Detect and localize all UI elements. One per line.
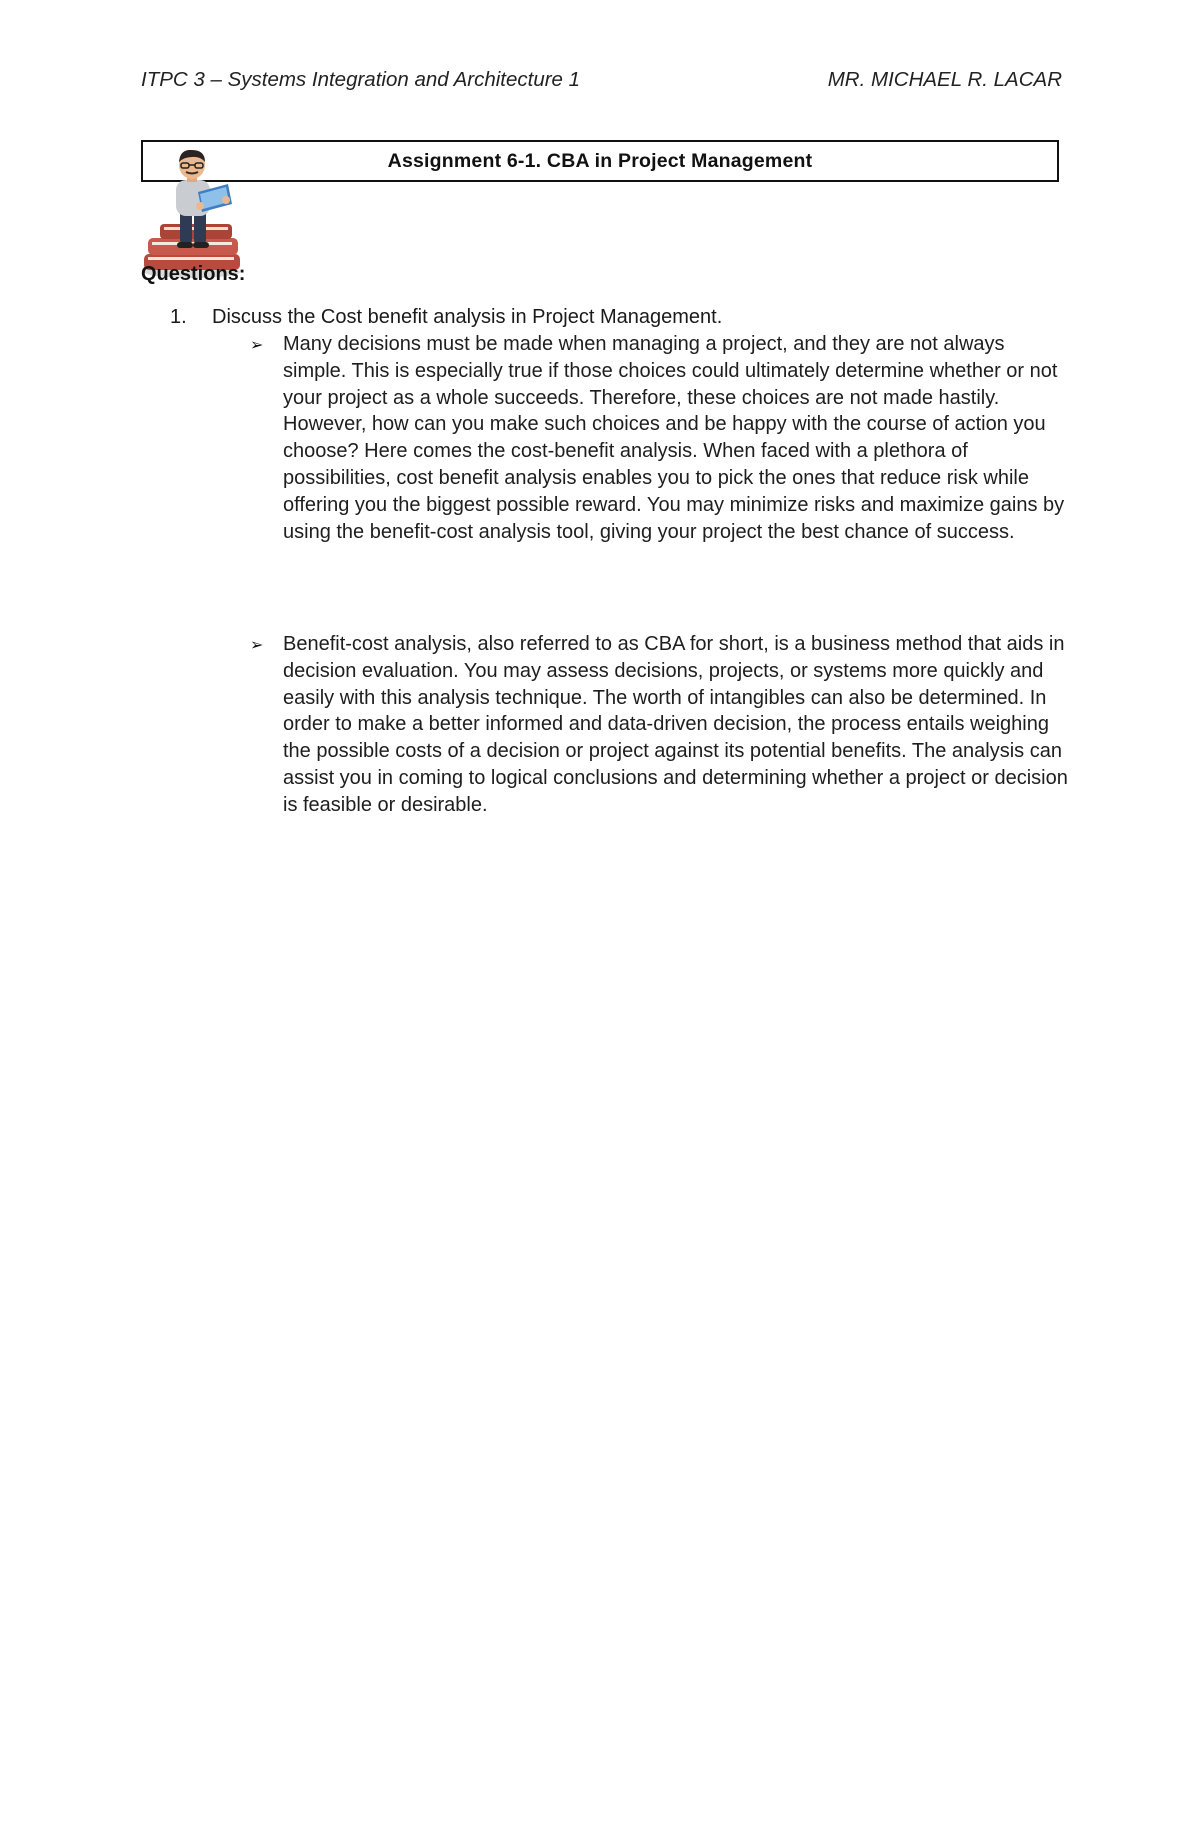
answer-paragraph: Many decisions must be made when managing a project, and they are not always simple. This is especially true if those choices could ultimately determine whether or not your project as a whole succeeds. Therefore, these choices are not made hastily. However, how can you make such choices and be happy with the course of action you choose? Here comes the cost-benefit analysis. When faced with a plethora of possibilities, cost benefit analysis enables you to pick the ones that reduce risk while offering you the biggest possible reward. You may minimize risks and maximize gains by using the benefit-cost analysis tool, giving your project the best chance of success. (283, 333, 1065, 543)
page-header (141, 68, 1062, 98)
answer-paragraph: Benefit-cost analysis, also referred to as CBA for short, is a business method that aids in decision evaluation. You may assess decisions, projects, or systems more quickly and easily with this analysis technique. The worth of intangibles can also be determined. In order to make a better informed and data-driven decision, the process entails weighing the possible costs of a decision or project against its potential benefits. The analysis can assist you in coming to logical conclusions and determining whether a project or decision is feasible or desirable. (283, 633, 1068, 816)
assignment-title-box (141, 140, 1059, 182)
question-number: 1. (170, 306, 187, 328)
course-title: ITPC 3 – Systems Integration and Architecture 1 (141, 68, 581, 91)
teacher-reading-on-books-icon (140, 150, 252, 280)
assignment-title: Assignment 6-1. CBA in Project Management (387, 149, 813, 172)
question-text: Discuss the Cost benefit analysis in Project Management. (212, 306, 723, 328)
instructor-name: MR. MICHAEL R. LACAR (827, 68, 1062, 91)
questions-heading: Questions: (141, 263, 246, 285)
arrow-bullet-icon: ➢ (250, 337, 264, 354)
arrow-bullet-icon: ➢ (250, 637, 264, 654)
